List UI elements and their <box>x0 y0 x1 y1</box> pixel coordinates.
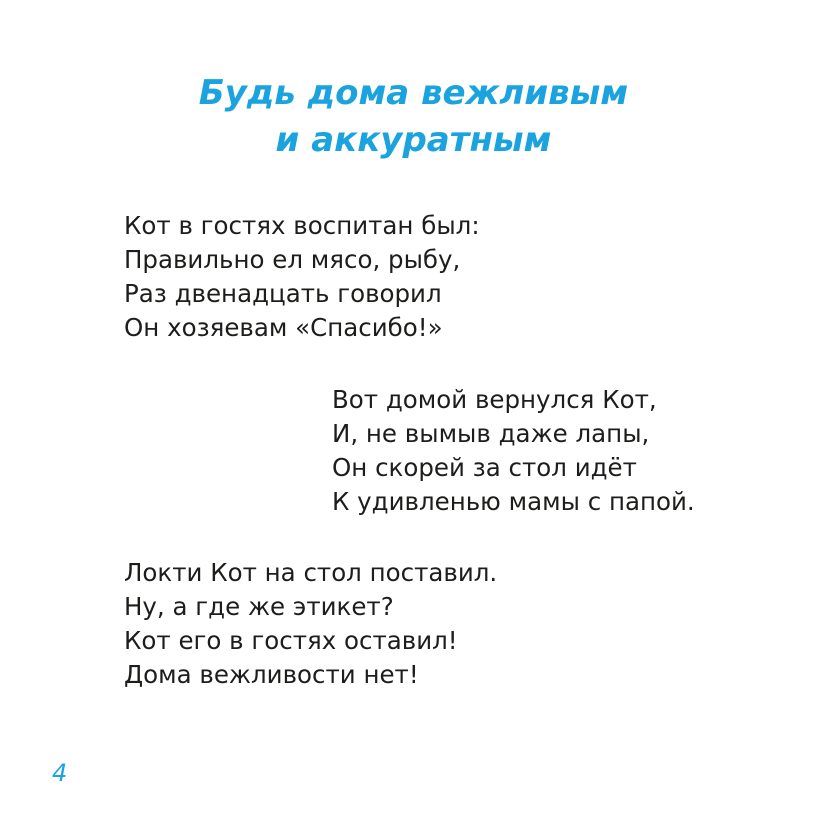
poem-stanza-3 <box>124 556 497 692</box>
poem-line: Кот его в гостях оставил! <box>124 626 458 655</box>
poem-line: Вот домой вернулся Кот, <box>332 385 657 414</box>
poem-line: Он скорей за стол идёт <box>332 453 637 482</box>
poem-line: Кот в гостях воспитан был: <box>124 211 480 240</box>
poem-line: И, не вымыв даже лапы, <box>332 419 650 448</box>
page-title-line-1: Будь дома вежливым <box>198 73 629 113</box>
poem-line: Правильно ел мясо, рыбу, <box>124 245 461 274</box>
poem-line: Он хозяевам «Спасибо!» <box>124 313 443 342</box>
page-title-line-2: и аккуратным <box>275 120 552 160</box>
poem-line: Раз двенадцать говорил <box>124 279 442 308</box>
poem-line: Локти Кот на стол поставил. <box>124 558 498 587</box>
poem-stanza-1 <box>124 209 480 345</box>
page-number: 4 <box>52 759 68 787</box>
poem-stanza-2 <box>332 383 695 519</box>
poem-line: Ну, а где же этикет? <box>124 592 394 621</box>
poem-line: К удивленью мамы с папой. <box>332 487 695 516</box>
poem-line: Дома вежливости нет! <box>124 660 419 689</box>
